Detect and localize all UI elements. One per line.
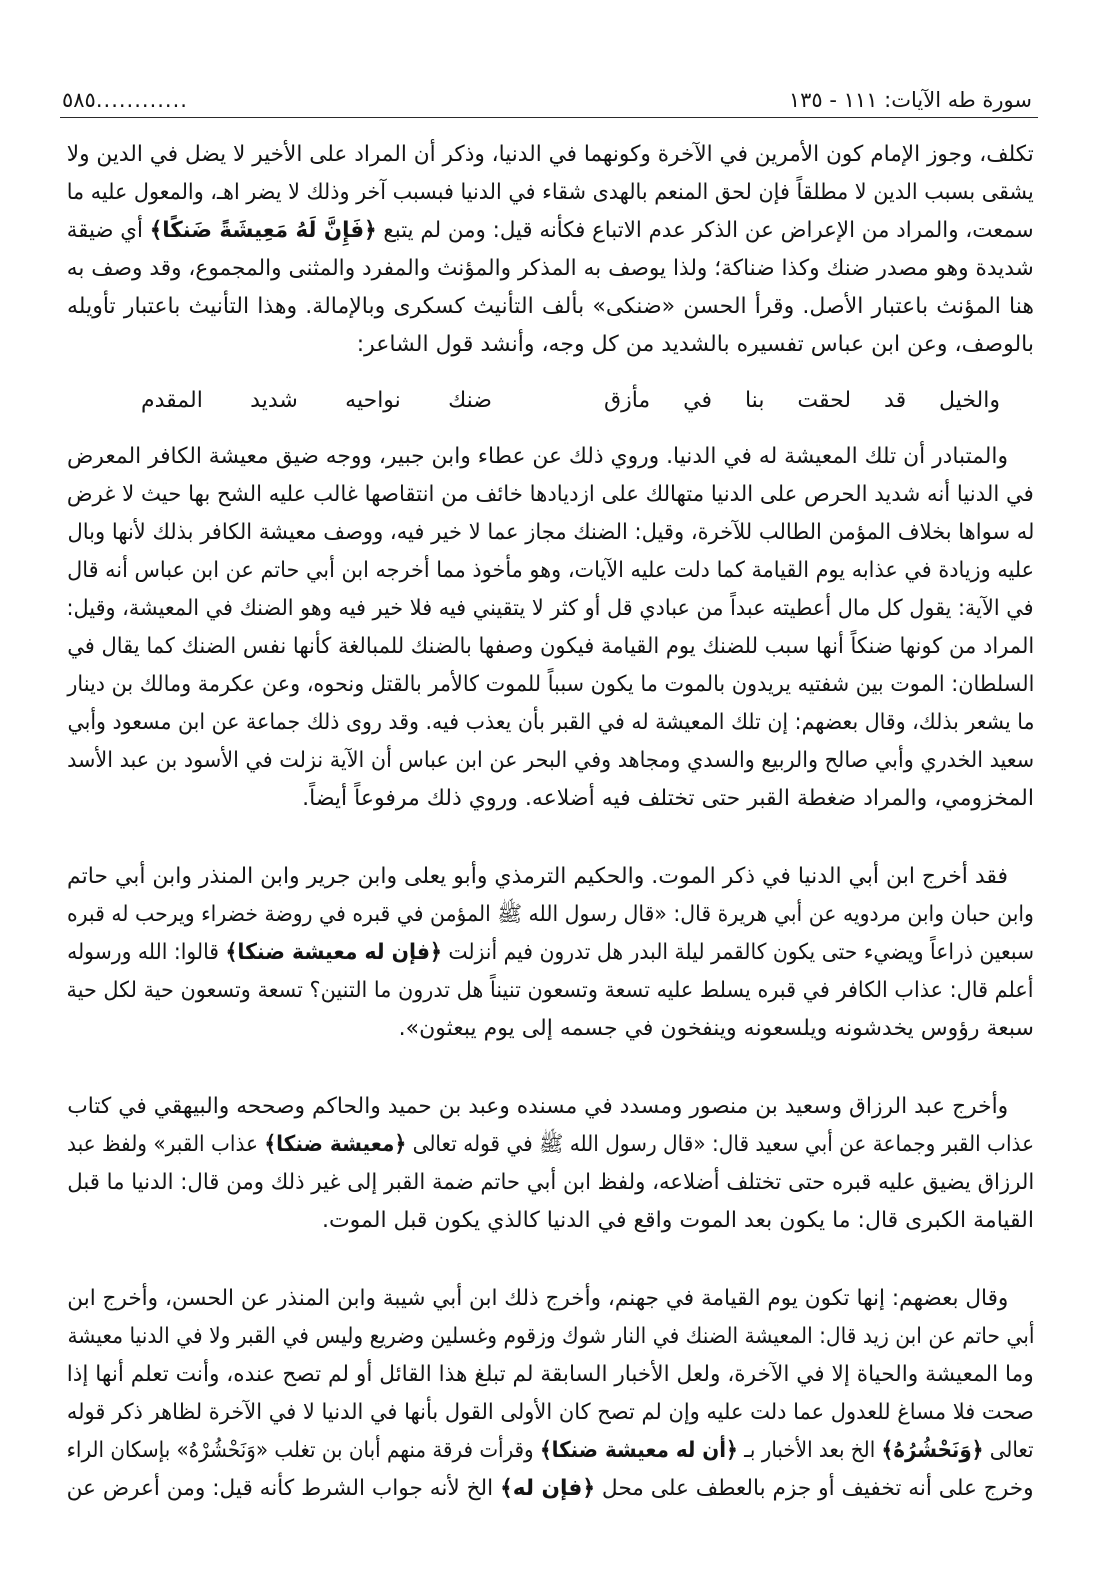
- text-segment: الخ لأنه جواب الشرط كأنه قيل: ومن أعرض عن: [67, 1476, 501, 1501]
- line-text: الرزاق يضيق عليه قبره حتى تختلف أضلاعه، ولفظ ابن أبي حاتم ضمة القبر إلى غير ذلك ومن قال: الدنيا ما قبل: [67, 1170, 1034, 1195]
- text-line: [66, 1394, 1034, 1432]
- text-line: [66, 174, 1034, 212]
- line-text: في الدنيا أنه شديد الحرص على الدنيا متهالك على ازديادها خائف من انتقاصها غالب عليه الشح بها حيث لا غرض: [67, 482, 1034, 507]
- text-line: [66, 742, 1034, 780]
- quran-quote: ﴿أن له معيشة ضنكا﴾: [540, 1438, 739, 1463]
- paragraph: [66, 858, 1034, 1048]
- line-text: المخزومي، والمراد ضغطة القبر حتى تختلف فيه أضلاعه. وروي ذلك مرفوعاً أيضاً.: [302, 786, 1034, 811]
- line-text: يشقى بسبب الدين لا مطلقاً فإن لحق المنعم بالهدى شقاء في الدنيا فبسبب آخر وذلك لا يضر اهـ، والمعول عليه ما: [67, 180, 1034, 205]
- line-text: [67, 1470, 1034, 1508]
- text-segment: وقرأت فرقة منهم أبان بن تغلب «وَنَحْشُرْهُ» بإسكان الراء: [67, 1438, 541, 1463]
- line-text: وقال بعضهم: إنها تكون يوم القيامة في جهنم، وأخرج ذلك ابن أبي شيبة وابن المنذر عن الحسن، وأخرج ابن: [67, 1286, 1008, 1311]
- text-line: [66, 1126, 1034, 1164]
- text-segment: أي ضيقة: [67, 218, 151, 243]
- text-line: [66, 1470, 1034, 1508]
- line-text: وأخرج عبد الرزاق وسعيد بن منصور ومسدد في مسنده وعبد بن حميد والحاكم وصححه والبيهقي في كتاب: [67, 1094, 1008, 1119]
- text-line: [66, 476, 1034, 514]
- text-body: [66, 136, 1034, 1508]
- quran-quote: ﴿وَنَحْشُرُهُ﴾: [881, 1438, 984, 1463]
- text-line: [66, 136, 1034, 174]
- text-line: [66, 326, 1034, 364]
- line-text: فقد أخرج ابن أبي الدنيا في ذكر الموت. والحكيم الترمذي وأبو يعلى وابن جرير وابن المنذر وابن أبي حاتم: [67, 864, 1008, 889]
- text-line: [66, 288, 1034, 326]
- surah-title: سورة طه الآيات: ١١١ - ١٣٥: [788, 87, 1032, 112]
- line-text: هنا المؤنث باعتبار الأصل. وقرأ الحسن «ضنكى» بألف التأنيث كسكرى وبالإمالة. وهذا التأنيث باعتبار تأويله: [67, 294, 1034, 319]
- line-text: أعلم قال: عذاب الكافر في قبره يسلط عليه تسعة وتسعون تنيناً هل تدرون ما التنين؟ تسعة وتسعون حية لكل حية: [67, 978, 1034, 1003]
- line-text: ما يشعر بذلك، وقال بعضهم: إن تلك المعيشة له في القبر بأن يعذب فيه. وقد روى ذلك جماعة عن ابن مسعود وأبي: [67, 710, 1034, 735]
- hemistich-text: والخيل قد لحقت بنا في مأزق: [604, 388, 1000, 413]
- hemistich-text: ضنك نواحيه شديد المقدم: [141, 388, 492, 413]
- quran-quote: ﴿فإن له معيشة ضنكا﴾: [225, 940, 442, 965]
- text-line: [66, 628, 1034, 666]
- paragraph: [66, 1280, 1034, 1508]
- text-segment: عذاب القبر وجماعة عن أبي سعيد قال: «قال رسول الله ﷺ في قوله تعالى: [406, 1132, 1034, 1157]
- text-line: [66, 1088, 1034, 1126]
- poetry-verse: [66, 382, 1034, 420]
- line-text: سعيد الخدري وأبي صالح والربيع والسدي ومجاهد وفي البحر عن ابن عباس أن الآية نزلت في الأسود بن عبد الأسد: [67, 748, 1034, 773]
- line-text: [67, 1126, 1034, 1164]
- text-segment: عذاب القبر» ولفظ عبد: [67, 1132, 265, 1157]
- line-text: له سواها بخلاف المؤمن الطالب للآخرة، وقيل: الضنك مجاز عما لا خير فيه، ووصف معيشة الكافر بذلك لأنها وبال: [67, 520, 1034, 545]
- line-text: أبي حاتم عن ابن زيد قال: المعيشة الضنك في النار شوك وزقوم وغسلين وضريع وليس في القبر ولا في الدنيا معيشة: [67, 1324, 1034, 1349]
- verse-first-hemistich: [603, 382, 1000, 420]
- text-line: [66, 514, 1034, 552]
- line-text: بالوصف، وعن ابن عباس تفسيره بالشديد من كل وجه، وأنشد قول الشاعر:: [356, 332, 1034, 357]
- line-text: شديدة وهو مصدر ضنك وكذا ضناكة؛ ولذا يوصف به المذكر والمؤنث والمفرد والمثنى والمجموع، وقد وصف به: [67, 256, 1034, 281]
- line-text: عليه وزيادة في عذابه يوم القيامة كما دلت عليه الآيات، وهو مأخوذ مما أخرجه ابن أبي حاتم عن ابن عباس أنه قال: [67, 558, 1034, 583]
- quran-quote: ﴿فَإِنَّ لَهُ مَعِيشَةً ضَنكًا﴾: [150, 218, 377, 243]
- text-line: [66, 1202, 1034, 1240]
- text-segment: وخرج على أنه تخفيف أو جزم بالعطف على محل: [595, 1476, 1034, 1501]
- text-line: [66, 972, 1034, 1010]
- line-text: وما المعيشة والحياة إلا في الآخرة، ولعل الأخبار السابقة لم تبلغ هذا القائل أو لم تصح عنده، وأنت تعلم أنها إذا: [67, 1362, 1034, 1387]
- line-text: [67, 934, 1034, 972]
- text-segment: تعالى: [983, 1438, 1034, 1463]
- line-text: السلطان: الموت بين شفتيه يريدون بالموت ما يكون سبباً للموت كالأمر بالقتل ونحوه، وعن عكرمة ومالك بن دينار: [67, 672, 1034, 697]
- text-line: [66, 1164, 1034, 1202]
- text-line: [66, 212, 1034, 250]
- text-line: [66, 590, 1034, 628]
- text-line: [66, 1356, 1034, 1394]
- paragraph: [66, 438, 1034, 818]
- text-line: [66, 666, 1034, 704]
- text-line: [66, 1280, 1034, 1318]
- page-number: ٥٨٥: [62, 87, 96, 112]
- text-line: [66, 438, 1034, 476]
- quran-quote: ﴿فإن له﴾: [500, 1476, 596, 1501]
- text-line: [66, 896, 1034, 934]
- line-text: [67, 212, 1034, 250]
- line-text: والمتبادر أن تلك المعيشة له في الدنيا. وروي ذلك عن عطاء وابن جبير، ووجه ضيق معيشة الكافر المعرض: [67, 444, 1008, 469]
- text-line: [66, 1318, 1034, 1356]
- text-segment: سبعين ذراعاً ويضيء حتى يكون كالقمر ليلة البدر هل تدرون فيم أنزلت: [441, 940, 1034, 965]
- text-segment: قالوا: الله ورسوله: [67, 940, 226, 965]
- line-text: وابن حبان وابن مردويه عن أبي هريرة قال: «قال رسول الله ﷺ المؤمن في قبره في روضة خضراء ويرحب له قبره: [67, 902, 1034, 927]
- text-line: [66, 552, 1034, 590]
- quran-quote: ﴿معيشة ضنكا﴾: [264, 1132, 407, 1157]
- text-line: [66, 858, 1034, 896]
- line-text: القيامة الكبرى قال: ما يكون بعد الموت واقع في الدنيا كالذي يكون قبل الموت.: [321, 1208, 1034, 1233]
- text-line: [66, 1010, 1034, 1048]
- line-text: المراد من كونها ضنكاً أنها سبب للضنك يوم القيامة فيكون وصفها بالضنك للمبالغة كأنها نفس الضنك كما يقال في: [67, 634, 1034, 659]
- text-segment: الخ بعد الأخبار بـ: [738, 1438, 882, 1463]
- paragraph: [66, 136, 1034, 364]
- line-text: سبعة رؤوس يخدشونه ويلسعونه وينفخون في جسمه إلى يوم يبعثون».: [398, 1016, 1034, 1041]
- line-text: في الآية: يقول كل مال أعطيته عبداً من عبادي قل أو كثر لا يتقيني فيه فلا خير فيه وهو الضنك في المعيشة، وقيل:: [67, 596, 1034, 621]
- dot-leader: ............: [95, 87, 188, 112]
- text-line: [66, 704, 1034, 742]
- text-line: [66, 934, 1034, 972]
- paragraph: [66, 1088, 1034, 1240]
- text-line: [66, 1432, 1034, 1470]
- running-header: [60, 82, 1038, 118]
- verse-second-hemistich: [140, 382, 492, 420]
- line-text: صحت فلا مساغ للعدول عما دلت عليه وإن لم تصح كان الأولى القول بأنها في الدنيا لا في الآخرة لظاهر ذكر قوله: [67, 1400, 1034, 1425]
- page-number-group: [60, 88, 188, 112]
- line-text: تكلف، وجوز الإمام كون الأمرين في الآخرة وكونهما في الدنيا، وذكر أن المراد على الأخير لا يضل في الدين ولا: [67, 142, 1034, 167]
- text-line: [66, 780, 1034, 818]
- text-segment: سمعت، والمراد من الإعراض عن الذكر عدم الاتباع فكأنه قيل: ومن لم يتبع: [376, 218, 1034, 243]
- text-line: [66, 250, 1034, 288]
- line-text: [67, 1432, 1034, 1470]
